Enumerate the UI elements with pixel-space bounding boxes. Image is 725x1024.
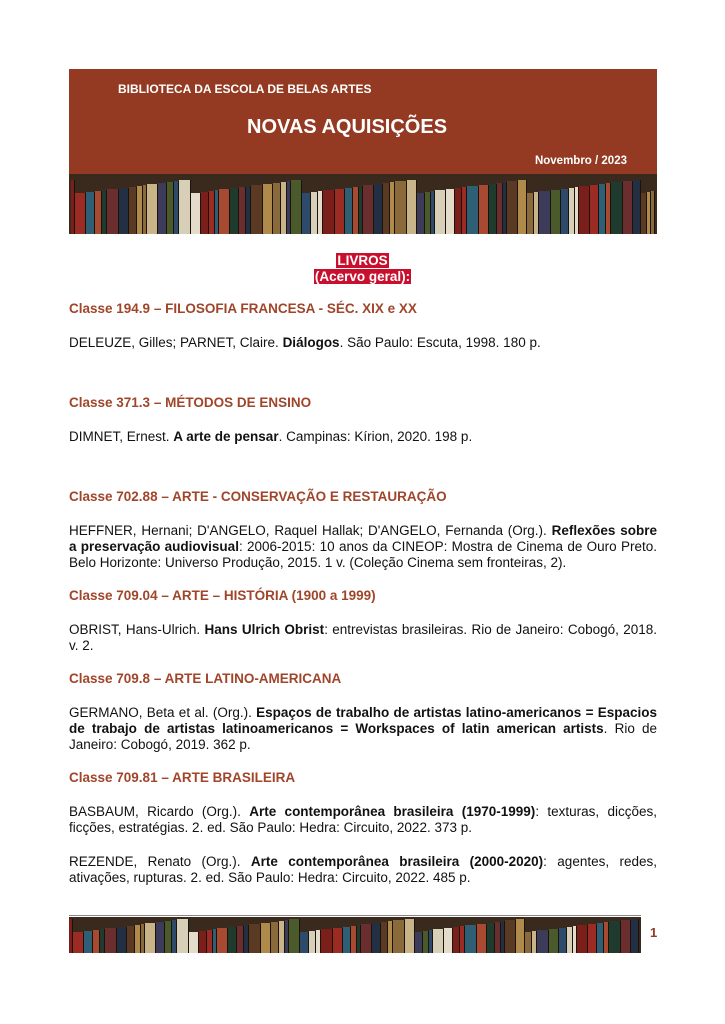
- book-spine: [489, 184, 497, 234]
- class-group: [69, 587, 657, 654]
- book-spine: [446, 189, 455, 234]
- book-spine: [179, 180, 191, 234]
- section-title: [0, 253, 725, 285]
- book-spine: [127, 926, 135, 953]
- book-spine: [621, 920, 631, 953]
- book-spine: [343, 927, 351, 953]
- class-heading: Classe 709.04 – ARTE – HISTÓRIA (1900 a 1999): [69, 588, 376, 603]
- book-spine: [579, 186, 590, 234]
- book-spine: [487, 923, 495, 953]
- book-spine: [372, 923, 381, 953]
- book-spine: [145, 923, 156, 953]
- book-spine: [590, 185, 599, 234]
- book-entry: HEFFNER, Hernani; D'ANGELO, Raquel Hallak; D'ANGELO, Fernanda (Org.). Reflexões sobre a preservação audiovisual: 2006-2015: 10 anos da CINEOP: Mostra de Cinema de Ouro Preto. Belo Horizonte: Universo Produção, 2015. 1 v. (Coleção Cinema sem fronteiras, 2).: [69, 523, 657, 570]
- book-spine: [525, 932, 532, 953]
- book-spine: [537, 930, 549, 953]
- book-spine: [561, 189, 569, 234]
- book-spine: [117, 927, 127, 953]
- book-spine: [333, 928, 343, 953]
- class-group: [69, 670, 657, 753]
- book-spine: [199, 931, 207, 953]
- book-spine: [383, 183, 390, 234]
- book-spine: [95, 191, 102, 234]
- page-number: 1: [650, 925, 658, 940]
- book-spine: [505, 920, 516, 953]
- book-spine: [559, 928, 567, 953]
- book-spine: [455, 188, 462, 234]
- book-spine: [228, 927, 237, 953]
- book-entry: DELEUZE, Gilles; PARNET, Claire. Diálogos. São Paulo: Escuta, 1998. 180 p.: [69, 335, 541, 350]
- book-spine: [551, 190, 561, 234]
- footer-divider: [69, 915, 641, 916]
- book-spine: [249, 924, 261, 953]
- book-spine: [631, 919, 639, 953]
- book-spine: [201, 192, 209, 234]
- book-spine: [507, 181, 518, 234]
- book-spine: [363, 185, 374, 234]
- class-heading: Classe 709.81 – ARTE BRASILEIRA: [69, 770, 296, 785]
- book-spine: [191, 193, 201, 234]
- book-spine: [93, 930, 100, 953]
- book-spine: [361, 924, 372, 953]
- book-spine: [395, 181, 407, 234]
- issue-date: Novembro / 2023: [534, 155, 627, 167]
- header-banner: [69, 69, 657, 234]
- section-title-line2: (Acervo geral):: [314, 269, 411, 284]
- book-spine: [75, 193, 86, 234]
- book-spine: [147, 184, 158, 234]
- book-spine: [516, 919, 525, 953]
- book-spine: [444, 928, 453, 953]
- book-spine: [609, 921, 621, 953]
- book-spine: [271, 922, 279, 953]
- class-group: [69, 488, 657, 571]
- book-spine: [374, 184, 383, 234]
- book-entry: OBRIST, Hans-Ulrich. Hans Ulrich Obrist: entrevistas brasileiras. Rio de Janeiro: Cobogó, 2018. v. 2.: [69, 622, 658, 653]
- book-spine: [651, 191, 655, 234]
- book-entry: REZENDE, Renato (Org.). Arte contemporânea brasileira (2000-2020): agentes, redes, ativações, rupturas. 2. ed. São Paulo: Hedra: Circuito, 2022. 485 p.: [69, 854, 657, 885]
- book-spine: [611, 182, 623, 234]
- book-spine: [237, 926, 244, 953]
- book-spine: [167, 182, 174, 234]
- book-spine: [311, 192, 318, 234]
- book-entry: GERMANO, Beta et al. (Org.). Espaços de trabalho de artistas latino-americanos = Espacios de trabajo de artistas latinoamericanos = Workspaces of latin american artists. Rio de Janeiro: Cobogó, 2019. 362 p.: [69, 705, 657, 752]
- bookshelf-image: [69, 174, 657, 234]
- book-spine: [588, 924, 597, 953]
- book-spine: [156, 922, 165, 953]
- section-title-line1: LIVROS: [337, 253, 388, 268]
- class-group: [69, 769, 657, 886]
- book-spine: [417, 193, 425, 234]
- book-spine: [189, 932, 199, 953]
- book-spine: [393, 920, 405, 953]
- book-spine: [335, 189, 345, 234]
- book-spine: [539, 191, 551, 234]
- book-spine: [302, 193, 311, 234]
- book-spine: [465, 925, 477, 953]
- book-spine: [599, 184, 606, 234]
- book-spine: [158, 183, 167, 234]
- book-spine: [433, 929, 444, 953]
- book-spine: [291, 180, 302, 234]
- library-name: BIBLIOTECA DA ESCOLA DE BELAS ARTES: [118, 82, 372, 96]
- book-spine: [239, 187, 246, 234]
- book-spine: [261, 923, 271, 953]
- book-spine: [467, 186, 479, 234]
- book-spine: [219, 189, 230, 234]
- book-spine: [623, 181, 633, 234]
- book-spine: [633, 180, 641, 234]
- book-spine: [230, 188, 239, 234]
- book-spine: [479, 185, 489, 234]
- class-heading: Classe 709.8 – ARTE LATINO-AMERICANA: [69, 671, 342, 686]
- acquisitions-list: [69, 300, 657, 886]
- book-spine: [453, 927, 460, 953]
- class-heading: Classe 194.9 – FILOSOFIA FRANCESA - SÉC. XIX e XX: [69, 301, 417, 316]
- book-spine: [405, 919, 415, 953]
- book-spine: [86, 192, 95, 234]
- book-spine: [84, 931, 93, 953]
- book-spine: [263, 184, 273, 234]
- book-entry: DIMNET, Ernest. A arte de pensar. Campinas: Kírion, 2020. 198 p.: [69, 429, 473, 444]
- class-heading: Classe 702.88 – ARTE - CONSERVAÇÃO E RESTAURAÇÃO: [69, 489, 447, 504]
- book-spine: [129, 187, 137, 234]
- book-spine: [345, 188, 353, 234]
- book-spine: [289, 919, 300, 953]
- book-spine: [273, 183, 281, 234]
- book-spine: [309, 931, 316, 953]
- book-spine: [527, 193, 534, 234]
- class-heading: Classe 371.3 – MÉTODOS DE ENSINO: [69, 395, 312, 410]
- class-group: [69, 394, 657, 445]
- book-spine: [435, 190, 446, 234]
- book-spine: [381, 922, 388, 953]
- book-spine: [577, 925, 588, 953]
- book-spine: [107, 189, 119, 234]
- book-spine: [323, 190, 335, 234]
- book-spine: [415, 932, 423, 953]
- book-spine: [477, 924, 487, 953]
- footer-bookshelf-image: [69, 917, 641, 953]
- book-spine: [251, 185, 263, 234]
- page-title: NOVAS AQUISIÇÕES: [247, 116, 448, 138]
- book-spine: [177, 919, 189, 953]
- book-spine: [597, 923, 604, 953]
- class-group: [69, 300, 657, 351]
- book-spine: [300, 932, 309, 953]
- book-spine: [165, 921, 172, 953]
- book-spine: [217, 928, 228, 953]
- book-spine: [407, 180, 417, 234]
- book-spine: [549, 929, 559, 953]
- book-spine: [73, 932, 84, 953]
- book-spine: [518, 180, 527, 234]
- book-spine: [119, 188, 129, 234]
- book-entry: BASBAUM, Ricardo (Org.). Arte contemporânea brasileira (1970-1999): texturas, dicções, ficções, estratégias. 2. ed. São Paulo: Hedra: Circuito, 2022. 373 p.: [69, 804, 657, 835]
- book-spine: [105, 928, 117, 953]
- book-spine: [321, 929, 333, 953]
